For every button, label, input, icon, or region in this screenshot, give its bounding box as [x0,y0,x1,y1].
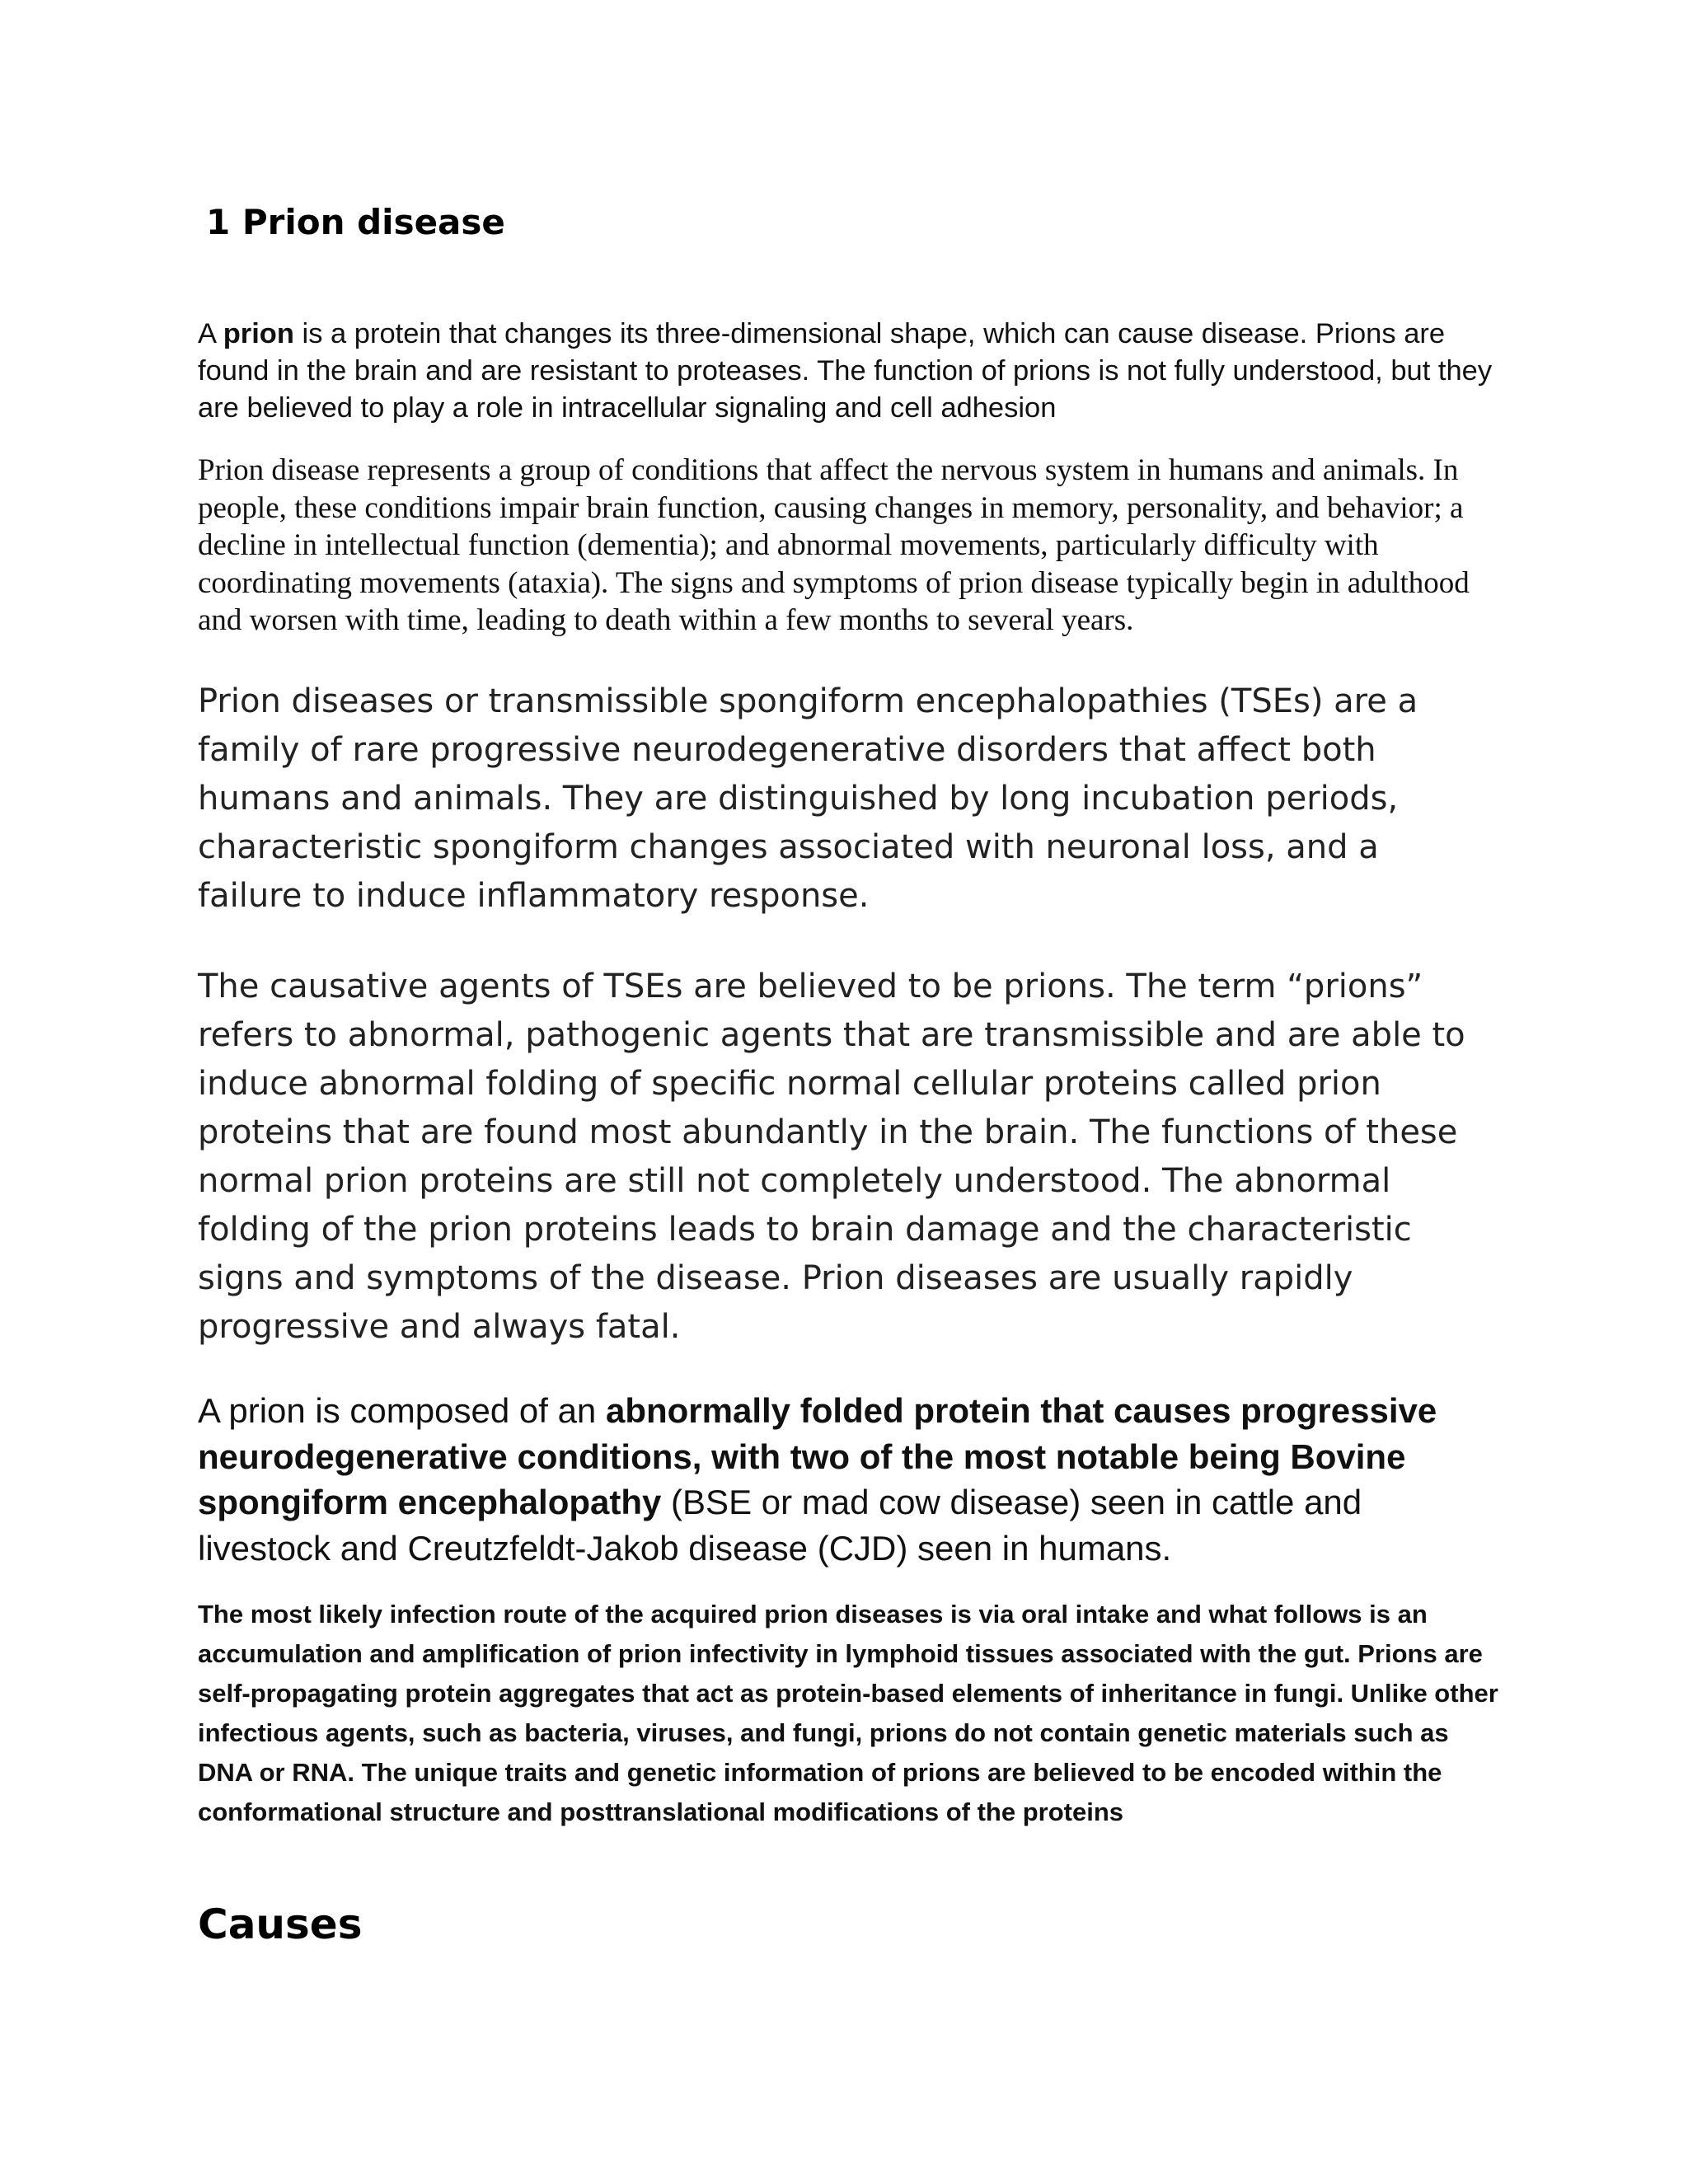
paragraph-causative-agents: The causative agents of TSEs are believed to be prions. The term “prions” refers to abnormal, pathogenic agents that are transmissible and are able to induce abnormal folding of specific normal cellular proteins called prion proteins that are found most abundantly in the brain. The functions of these normal prion proteins are still not completely understood. The abnormal folding of the prion proteins leads to brain damage and the characteristic signs and symptoms of the disease. Prion diseases are usually rapidly progressive and always fatal. [198,968,1465,1346]
para5-rest: (BSE or mad cow disease) seen in cattle and livestock and Creutzfeldt-Jakob disease (CJD) seen in humans. [198,1483,1362,1568]
paragraph-prion-composition [198,1388,1500,1571]
page-title: 1 Prion disease [206,202,505,242]
section-heading-causes: Causes [198,1900,363,1948]
paragraph-tse-definition: Prion diseases or transmissible spongiform encephalopathies (TSEs) are a family of rare progressive neurodegenerative disorders that affect both humans and animals. They are distinguished by long incubation periods, characteristic spongiform changes associated with neuronal loss, and a failure to induce inflammatory response. [198,682,1418,915]
para1-bold-term: prion [223,318,294,349]
paragraph-infection-route: The most likely infection route of the acquired prion diseases is via oral intake and what follows is an accumulation and amplification of prion infectivity in lymphoid tissues associated with the gut. Prions are self-propagating protein aggregates that act as protein-based elements of inheritance in fungi. Unlike other infectious agents, such as bacteria, viruses, and fungi, prions do not contain genetic materials such as DNA or RNA. The unique traits and genetic information of prions are believed to be encoded within the conformational structure and posttranslational modifications of the proteins [198,1600,1498,1826]
para5-prefix: A prion is composed of an [198,1391,606,1430]
para1-rest: is a protein that changes its three-dimensional shape, which can cause disease. Prions are found in the brain and are resistant to proteases. The function of prions is not fully understood, but they are believed to play a role in intracellular signaling and cell adhesion [198,318,1493,424]
para1-prefix: A [198,318,223,349]
paragraph-prion-disease-overview: Prion disease represents a group of conditions that affect the nervous system in humans and animals. In people, these conditions impair brain function, causing changes in memory, personality, and behavior; a decline in intellectual function (dementia); and abnormal movements, particularly difficulty with coordinating movements (ataxia). The signs and symptoms of prion disease typically begin in adulthood and worsen with time, leading to death within a few months to several years. [198,453,1470,637]
paragraph-prion-definition [198,316,1500,427]
para5-bold: abnormally folded protein that causes progressive neurodegenerative conditions, with two of the most notable being Bovine spongiform encephalopathy [198,1391,1437,1521]
